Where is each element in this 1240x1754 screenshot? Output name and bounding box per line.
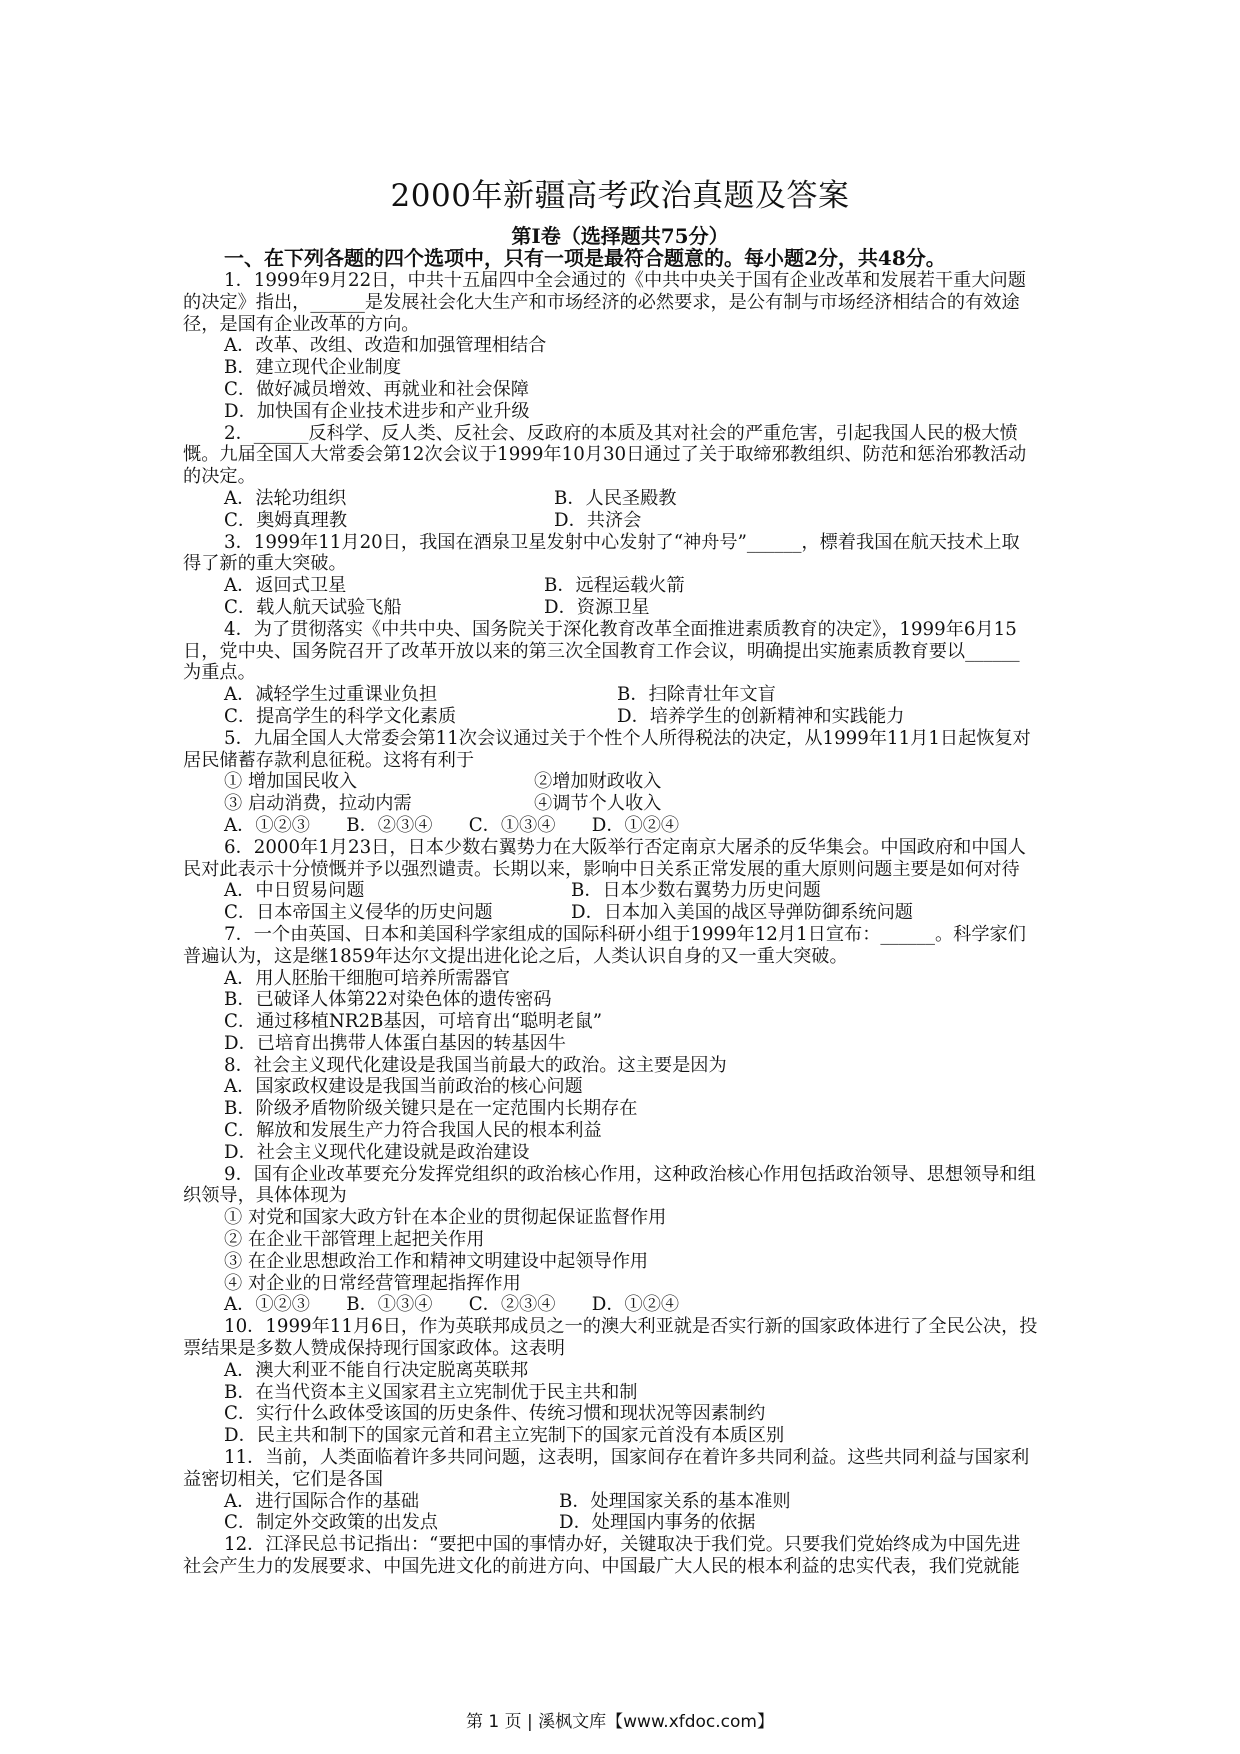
option-row bbox=[183, 684, 1183, 706]
option-line: C．解放和发展生产力符合我国人民的根本利益 bbox=[224, 1120, 602, 1142]
option: A．进行国际合作的基础 bbox=[224, 1490, 420, 1512]
option: ②增加财政收入 bbox=[534, 771, 662, 793]
option: D．资源卫星 bbox=[544, 596, 650, 618]
question-line: 11．当前，人类面临着许多共同问题，这表明，国家间存在着许多共同利益。这些共同利益与国家利 bbox=[224, 1447, 1030, 1469]
option: C．奥姆真理教 bbox=[224, 509, 348, 531]
question-line: 织领导，具体体现为 bbox=[183, 1185, 347, 1207]
option-row bbox=[183, 706, 1183, 728]
instruction-text: 一、在下列各题的四个选项中，只有一项是最符合题意的。每小题2分，共48分。 bbox=[224, 246, 946, 270]
option: A．中日贸易问题 bbox=[224, 880, 365, 902]
option: A．法轮功组织 bbox=[224, 487, 347, 509]
option-row bbox=[183, 902, 1183, 924]
option-row bbox=[183, 1491, 1183, 1513]
question-line: 慨。九届全国人大常委会第12次会议于1999年10月30日通过了关于取缔邪教组织、防范和惩治邪教活动 bbox=[183, 444, 1027, 466]
question-line: 普遍认为，这是继1859年达尔文提出进化论之后，人类认识自身的又一重大突破。 bbox=[183, 945, 848, 967]
question-line: 7．一个由英国、日本和美国科学家组成的国际科研小组于1999年12月1日宣布：______。科学家们 bbox=[224, 923, 1026, 945]
option: ① 增加国民收入 bbox=[224, 771, 358, 793]
option: ③ 启动消费，拉动内需 bbox=[224, 793, 412, 815]
option-line: D．社会主义现代化建设就是政治建设 bbox=[224, 1141, 530, 1163]
option-line: D．民主共和制下的国家元首和君主立宪制下的国家元首没有本质区别 bbox=[224, 1425, 785, 1447]
option-row bbox=[183, 1512, 1183, 1534]
option: D．处理国内事务的依据 bbox=[559, 1512, 756, 1534]
option-row bbox=[183, 575, 1183, 597]
question-line: 4．为了贯彻落实《中共中央、国务院关于深化教育改革全面推进素质教育的决定》，1999年6月15 bbox=[224, 618, 1017, 640]
question-line: 社会产生力的发展要求、中国先进文化的前进方向、中国最广大人民的根本利益的忠实代表，我们党就能 bbox=[183, 1556, 1020, 1578]
page-title: 2000年新疆高考政治真题及答案 bbox=[390, 178, 850, 214]
option-line: B．建立现代企业制度 bbox=[224, 357, 402, 379]
question-line: 1．1999年9月22日，中共十五届四中全会通过的《中共中央关于国有企业改革和发展若干重大问题 bbox=[224, 270, 1026, 291]
option-row bbox=[183, 793, 1183, 815]
question-line: 3．1999年11月20日，我国在酒泉卫星发射中心发射了“神舟号”______，標着我国在航天技术上取 bbox=[224, 531, 1020, 553]
option: A．返回式卫星 bbox=[224, 575, 347, 597]
question-line: 日，党中央、国务院召开了改革开放以来的第三次全国教育工作会议，明确提出实施素质教育要以______ bbox=[183, 640, 1020, 662]
option-line: B．阶级矛盾物阶级关键只是在一定范围内长期存在 bbox=[224, 1098, 638, 1120]
option-line: A．①②③ B．②③④ C．①③④ D．①②④ bbox=[224, 814, 680, 836]
option-line: C．通过移植NR2B基因，可培育出“聪明老鼠” bbox=[224, 1011, 603, 1033]
option: B．扫除青壮年文盲 bbox=[617, 684, 776, 706]
option: B．人民圣殿教 bbox=[554, 487, 677, 509]
option-line: A．用人胚胎干细胞可培养所需器官 bbox=[224, 967, 510, 989]
option-line: ① 对党和国家大政方针在本企业的贯彻起保证监督作用 bbox=[224, 1207, 667, 1229]
option: A．减轻学生过重课业负担 bbox=[224, 684, 438, 706]
option-line: ② 在企业干部管理上起把关作用 bbox=[224, 1229, 485, 1251]
option: D．日本加入美国的战区导弹防御系统问题 bbox=[571, 902, 913, 924]
question-line: 12．江泽民总书记指出：“要把中国的事情办好，关键取决于我们党。只要我们党始终成为中国先进 bbox=[224, 1534, 1021, 1556]
option: C．载人航天试验飞船 bbox=[224, 596, 402, 618]
option-row bbox=[183, 880, 1183, 902]
option-line: D．已培育出携带人体蛋白基因的转基因牛 bbox=[224, 1032, 566, 1054]
option-line: D．加快国有企业技术进步和产业升级 bbox=[224, 400, 530, 422]
option-row bbox=[183, 771, 1183, 793]
question-line: 5．九届全国人大常委会第11次会议通过关于个性个人所得税法的决定，从1999年11月1日起恢复对 bbox=[224, 727, 1031, 749]
option-row bbox=[183, 488, 1183, 510]
question-line: 8．社会主义现代化建设是我国当前最大的政治。这主要是因为 bbox=[224, 1054, 727, 1076]
question-line: 益密切相关，它们是各国 bbox=[183, 1468, 384, 1490]
option-line: A．国家政权建设是我国当前政治的核心问题 bbox=[224, 1076, 583, 1098]
option: C．提高学生的科学文化素质 bbox=[224, 705, 457, 727]
option: C．制定外交政策的出发点 bbox=[224, 1512, 438, 1534]
section-heading: 第Ⅰ卷（选择题共75分） bbox=[511, 224, 729, 248]
question-line: 居民储蓄存款利息征税。这将有利于 bbox=[183, 749, 475, 771]
question-line: 的决定》指出，______是发展社会化大生产和市场经济的必然要求，是公有制与市场经济相结合的有效途 bbox=[183, 291, 1020, 313]
question-line: 2．______反科学、反人类、反社会、反政府的本质及其对社会的严重危害，引起我国人民的极大愤 bbox=[224, 422, 1018, 444]
option-line: A．改革、改组、改造和加强管理相结合 bbox=[224, 335, 547, 357]
option-line: A．澳大利亚不能自行决定脱离英联邦 bbox=[224, 1359, 529, 1381]
question-line: 民对此表示十分愤慨并予以强烈谴责。长期以来，影响中日关系正常发展的重大原则问题主要是如何对待 bbox=[183, 858, 1020, 880]
question-line: 为重点。 bbox=[183, 662, 256, 684]
page-footer: 第 1 页 | 溪枫文库【www.xfdoc.com】 bbox=[465, 1712, 774, 1732]
option-line: B．已破译人体第22对染色体的遗传密码 bbox=[224, 989, 552, 1011]
option-line: ④ 对企业的日常经营管理起指挥作用 bbox=[224, 1272, 521, 1294]
option: B．日本少数右翼势力历史问题 bbox=[571, 880, 821, 902]
question-line: 9．国有企业改革要充分发挥党组织的政治核心作用，这种政治核心作用包括政治领导、思想领导和组 bbox=[224, 1163, 1036, 1185]
question-line: 票结果是多数人赞成保持现行国家政体。这表明 bbox=[183, 1338, 565, 1360]
option-line: C．做好减员增效、再就业和社会保障 bbox=[224, 378, 529, 400]
option: B．远程运载火箭 bbox=[544, 575, 685, 597]
document-body bbox=[183, 270, 1183, 1578]
question-line: 6．2000年1月23日，日本少数右翼势力在大阪举行否定南京大屠杀的反华集会。中国政府和中国人 bbox=[224, 836, 1026, 858]
option-line: C．实行什么政体受该国的历史条件、传统习惯和现状况等因素制约 bbox=[224, 1403, 766, 1425]
question-line: 的决定。 bbox=[183, 466, 256, 488]
question-line: 得了新的重大突破。 bbox=[183, 553, 347, 575]
option-line: B．在当代资本主义国家君主立宪制优于民主共和制 bbox=[224, 1381, 638, 1403]
option: ④调节个人收入 bbox=[534, 793, 662, 815]
question-line: 径，是国有企业改革的方向。 bbox=[183, 313, 420, 335]
option-line: A．①②③ B．①③④ C．②③④ D．①②④ bbox=[224, 1294, 680, 1316]
option: D．培养学生的创新精神和实践能力 bbox=[617, 705, 905, 727]
option: C．日本帝国主义侵华的历史问题 bbox=[224, 902, 493, 924]
option-line: ③ 在企业思想政治工作和精神文明建设中起领导作用 bbox=[224, 1250, 649, 1272]
option: B．处理国家关系的基本准则 bbox=[559, 1490, 791, 1512]
question-line: 10．1999年11月6日，作为英联邦成员之一的澳大利亚就是否实行新的国家政体进行了全民公决，投 bbox=[224, 1316, 1038, 1338]
option: D．共济会 bbox=[554, 509, 642, 531]
option-row bbox=[183, 510, 1183, 532]
option-row bbox=[183, 597, 1183, 619]
